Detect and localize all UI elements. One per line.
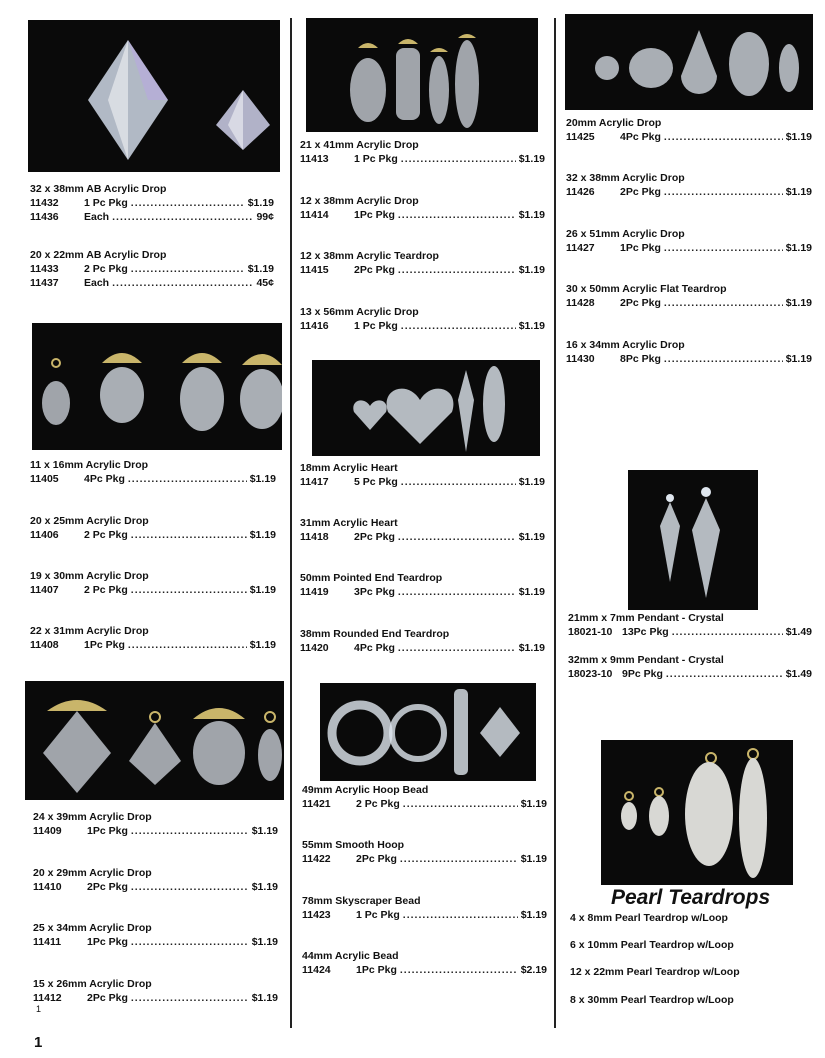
leader-dots [403,797,518,811]
product-title: 26 x 51mm Acrylic Drop [566,228,685,240]
product-item [300,571,545,599]
product-title: 32mm x 9mm Pendant - Crystal [568,654,724,666]
leader-dots [128,638,247,652]
product-title: 38mm Rounded End Teardrop [300,628,450,640]
product-row [30,583,276,597]
product-package: 13Pc Pkg [622,626,669,638]
crystal-drop-icon [28,20,280,172]
product-price: $1.19 [251,825,278,837]
product-sku: 11407 [30,584,59,596]
product-title: 32 x 38mm Acrylic Drop [566,172,685,184]
product-item [33,921,278,949]
product-price: $1.19 [518,586,545,598]
product-title: 12 x 38mm Acrylic Teardrop [300,250,439,262]
product-price: $1.19 [247,263,274,275]
product-item [300,516,545,544]
product-sku: 11413 [300,153,329,165]
product-price: $1.19 [518,476,545,488]
product-sku: 11412 [33,992,62,1004]
product-price: $1.19 [518,531,545,543]
product-title: 20mm Acrylic Drop [566,117,662,129]
product-title: 20 x 29mm Acrylic Drop [33,867,152,879]
product-price: $1.19 [785,297,812,309]
product-sku: 11422 [302,853,331,865]
product-price: $1.19 [785,131,812,143]
product-item [300,194,545,222]
product-title: 32 x 38mm AB Acrylic Drop [30,183,167,195]
product-package: 9Pc Pkg [622,668,663,680]
product-row [300,475,545,489]
leader-dots [400,963,518,977]
product-package: 2 Pc Pkg [84,529,128,541]
product-title: 16 x 34mm Acrylic Drop [566,339,685,351]
product-row [568,667,812,681]
product-package: 2 Pc Pkg [84,584,128,596]
product-title: 11 x 16mm Acrylic Drop [30,459,149,471]
product-package: 1Pc Pkg [87,936,128,948]
product-item [300,461,545,489]
product-row [566,130,812,144]
photo-acrylic-drops-large [25,681,284,800]
product-item [302,783,547,811]
product-row [300,585,545,599]
product-price: $1.19 [520,909,547,921]
leader-dots [400,852,518,866]
product-title: 78mm Skyscraper Bead [302,895,421,907]
heart-crystal-icon [312,360,540,456]
product-sku: 11427 [566,242,595,254]
product-price: $2.19 [520,964,547,976]
product-sku: 11408 [30,639,59,651]
product-price: $1.19 [251,881,278,893]
leader-dots [112,276,253,290]
product-price: $1.19 [249,529,276,541]
leader-dots [398,263,516,277]
product-package: 1Pc Pkg [84,639,125,651]
product-row [300,530,545,544]
product-item [30,248,274,290]
product-package: 1Pc Pkg [87,825,128,837]
product-price: $1.19 [518,264,545,276]
product-item [33,810,278,838]
product-item [300,305,545,333]
product-package: 2 Pc Pkg [356,798,400,810]
product-item [566,171,812,199]
product-item [302,838,547,866]
photo-hoops-beads [320,683,536,781]
leader-dots [131,824,249,838]
product-title: 19 x 30mm Acrylic Drop [30,570,149,582]
product-package: 3Pc Pkg [354,586,395,598]
product-package: Each [84,211,110,223]
capped-drop-icon [32,323,282,450]
product-row [30,472,276,486]
leader-dots [131,935,249,949]
product-sku: 11419 [300,586,329,598]
leader-dots [664,296,783,310]
product-item [566,338,812,366]
product-package: 2Pc Pkg [620,186,661,198]
product-item [566,116,812,144]
product-package: 2Pc Pkg [87,881,128,893]
product-price: $1.19 [520,853,547,865]
product-price: $1.19 [518,209,545,221]
product-item [30,624,276,652]
product-row [30,262,274,276]
product-row [33,935,278,949]
product-sku: 11437 [30,277,59,289]
product-sku: 11405 [30,473,59,485]
product-package: 1 Pc Pkg [354,320,398,332]
photo-acrylic-drops-clear [565,14,813,110]
product-row [302,852,547,866]
leader-dots [398,641,516,655]
product-sku: 11423 [302,909,331,921]
pearl-item: 4 x 8mm Pearl Teardrop w/Loop [570,912,728,924]
product-row [566,241,812,255]
product-row [302,797,547,811]
product-sku: 11432 [30,197,59,209]
product-package: 1 Pc Pkg [84,197,128,209]
leader-dots [401,152,516,166]
product-price: $1.19 [518,320,545,332]
product-title: 21mm x 7mm Pendant - Crystal [568,612,724,624]
product-package: 4Pc Pkg [354,642,395,654]
product-item [568,653,812,681]
product-package: 1 Pc Pkg [354,153,398,165]
product-price: $1.49 [785,626,812,638]
product-row [302,908,547,922]
leader-dots [131,262,245,276]
pearl-icon [601,740,793,885]
product-sku: 11424 [302,964,331,976]
product-title: 30 x 50mm Acrylic Flat Teardrop [566,283,727,295]
product-package: 2 Pc Pkg [84,263,128,275]
product-sku: 11418 [300,531,329,543]
column-divider-right [554,18,556,1028]
product-row [300,152,545,166]
product-package: 2Pc Pkg [354,264,395,276]
small-mark: 1 [36,1004,42,1014]
leader-dots [403,908,518,922]
product-price: $1.19 [249,473,276,485]
product-row [300,319,545,333]
product-sku: 11409 [33,825,62,837]
product-sku: 11425 [566,131,595,143]
product-sku: 11406 [30,529,59,541]
product-title: 15 x 26mm Acrylic Drop [33,978,152,990]
leader-dots [112,210,253,224]
pearl-teardrops-heading: Pearl Teardrops [611,886,771,909]
leader-dots [131,880,249,894]
product-row [566,352,812,366]
product-package: Each [84,277,110,289]
product-title: 31mm Acrylic Heart [300,517,398,529]
product-sku: 11433 [30,263,59,275]
page-number: 1 [34,1034,43,1051]
product-row [300,641,545,655]
product-price: $1.19 [249,584,276,596]
product-row [300,263,545,277]
product-row [33,991,278,1005]
product-price: $1.49 [785,668,812,680]
product-title: 25 x 34mm Acrylic Drop [33,922,152,934]
photo-ab-acrylic-drops [28,20,280,172]
product-package: 2Pc Pkg [356,853,397,865]
product-item [566,227,812,255]
product-sku: 11415 [300,264,329,276]
product-item [33,866,278,894]
product-title: 44mm Acrylic Bead [302,950,399,962]
product-row [30,528,276,542]
product-price: $1.19 [785,242,812,254]
product-item [302,894,547,922]
leader-dots [401,319,516,333]
hoop-bead-icon [320,683,536,781]
product-title: 24 x 39mm Acrylic Drop [33,811,152,823]
product-row [568,625,812,639]
product-sku: 11410 [33,881,62,893]
product-row [302,963,547,977]
leader-dots [398,530,516,544]
column-divider-left [290,18,292,1028]
product-price: $1.19 [518,642,545,654]
product-price: $1.19 [251,936,278,948]
product-package: 5 Pc Pkg [354,476,398,488]
product-row [33,824,278,838]
photo-crystal-pendants [628,470,758,610]
product-package: 1Pc Pkg [356,964,397,976]
product-item [302,949,547,977]
product-sku: 18021-10 [568,626,613,638]
leader-dots [664,130,783,144]
pearl-item: 8 x 30mm Pearl Teardrop w/Loop [570,994,734,1006]
product-sku: 11420 [300,642,329,654]
product-package: 1Pc Pkg [620,242,661,254]
product-price: $1.19 [518,153,545,165]
pearl-item: 12 x 22mm Pearl Teardrop w/Loop [570,966,740,978]
product-title: 55mm Smooth Hoop [302,839,405,851]
product-sku: 11421 [302,798,331,810]
leader-dots [664,352,783,366]
product-package: 1 Pc Pkg [356,909,400,921]
product-sku: 18023-10 [568,668,613,680]
product-row [30,276,274,290]
leader-dots [131,991,249,1005]
product-sku: 11414 [300,209,329,221]
faceted-drop-icon [25,681,284,800]
product-item [568,611,812,639]
product-title: 49mm Acrylic Hoop Bead [302,784,429,796]
product-price: 45¢ [256,277,274,289]
pearl-item: 6 x 10mm Pearl Teardrop w/Loop [570,939,734,951]
clear-drop-icon [565,14,813,110]
product-item [300,627,545,655]
product-title: 20 x 22mm AB Acrylic Drop [30,249,167,261]
product-row [300,208,545,222]
product-item [300,138,545,166]
product-row [566,296,812,310]
product-sku: 11416 [300,320,329,332]
product-item [30,182,274,224]
product-price: $1.19 [249,639,276,651]
leader-dots [131,528,247,542]
product-item [30,569,276,597]
product-package: 2Pc Pkg [620,297,661,309]
product-package: 2Pc Pkg [354,531,395,543]
product-package: 2Pc Pkg [87,992,128,1004]
product-row [33,880,278,894]
photo-hearts-teardrops [312,360,540,456]
product-sku: 11430 [566,353,595,365]
leader-dots [664,185,783,199]
product-price: $1.19 [251,992,278,1004]
product-row [566,185,812,199]
product-item [566,282,812,310]
product-title: 21 x 41mm Acrylic Drop [300,139,419,151]
product-item [30,458,276,486]
photo-acrylic-drops-tall [306,18,538,132]
product-package: 4Pc Pkg [84,473,125,485]
product-sku: 11411 [33,936,62,948]
product-sku: 11417 [300,476,329,488]
product-price: $1.19 [785,353,812,365]
product-sku: 11426 [566,186,595,198]
product-sku: 11428 [566,297,595,309]
product-package: 4Pc Pkg [620,131,661,143]
leader-dots [131,196,245,210]
leader-dots [128,472,247,486]
tall-drop-icon [306,18,538,132]
product-package: 8Pc Pkg [620,353,661,365]
product-item [33,977,278,1005]
product-title: 50mm Pointed End Teardrop [300,572,443,584]
product-sku: 11436 [30,211,59,223]
photo-acrylic-drops-gold-caps [32,323,282,450]
product-row [30,638,276,652]
product-price: 99¢ [256,211,274,223]
product-price: $1.19 [247,197,274,209]
product-price: $1.19 [785,186,812,198]
product-title: 13 x 56mm Acrylic Drop [300,306,419,318]
leader-dots [666,667,783,681]
product-row [30,210,274,224]
pendant-icon [628,470,758,610]
product-title: 20 x 25mm Acrylic Drop [30,515,149,527]
leader-dots [401,475,516,489]
product-title: 18mm Acrylic Heart [300,462,398,474]
product-package: 1Pc Pkg [354,209,395,221]
photo-pearl-teardrops [601,740,793,885]
product-row [30,196,274,210]
leader-dots [672,625,783,639]
product-title: 12 x 38mm Acrylic Drop [300,195,419,207]
product-item [30,514,276,542]
product-price: $1.19 [520,798,547,810]
product-title: 22 x 31mm Acrylic Drop [30,625,149,637]
leader-dots [398,208,516,222]
leader-dots [398,585,516,599]
leader-dots [131,583,247,597]
leader-dots [664,241,783,255]
product-item [300,249,545,277]
